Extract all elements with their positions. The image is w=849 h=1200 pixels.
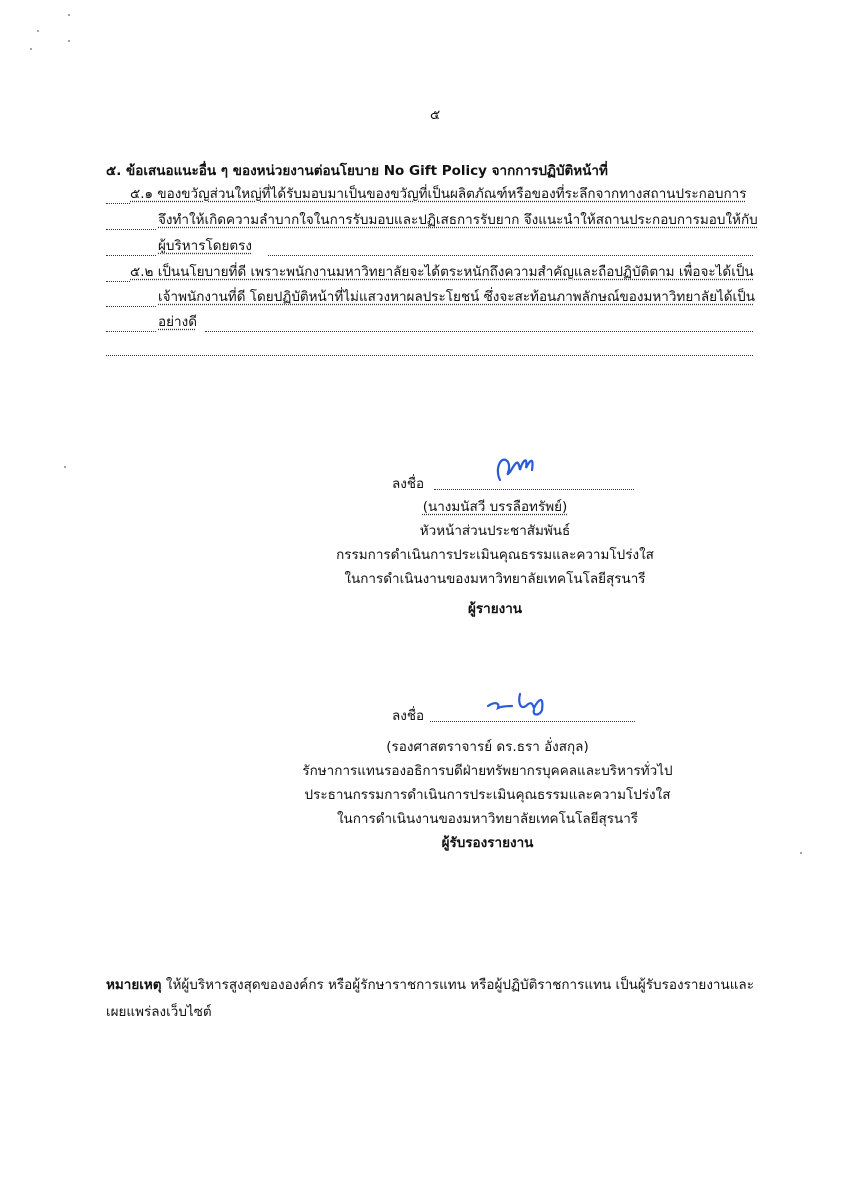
certifier-sign-label: ลงชื่อ bbox=[392, 708, 425, 724]
page-number: ๕ bbox=[430, 107, 441, 123]
certifier-position-line: ประธานกรรมการดำเนินการประเมินคุณธรรมและความโปร่งใส bbox=[304, 787, 671, 803]
certifier-position-line: รักษาการแทนรองอธิการบดีฝ่ายทรัพยากรบุคคลและบริหารทั่วไป bbox=[302, 763, 673, 779]
reporter-signature-line bbox=[434, 488, 634, 490]
reporter-block bbox=[300, 498, 690, 618]
reporter-sign-label: ลงชื่อ bbox=[392, 476, 425, 492]
dotted-fill-line bbox=[106, 254, 156, 256]
certifier-signature-mark bbox=[482, 680, 562, 720]
certifier-name: (รองศาสตราจารย์ ดร.ธรา อั่งสกุล) bbox=[386, 739, 589, 755]
reporter-position-line: หัวหน้าส่วนประชาสัมพันธ์ bbox=[419, 523, 571, 539]
dotted-fill-line bbox=[106, 354, 753, 356]
dotted-fill-line bbox=[106, 280, 130, 282]
note-label: หมายเหตุ bbox=[106, 977, 162, 993]
reporter-role: ผู้รายงาน bbox=[467, 601, 523, 617]
certifier-block bbox=[265, 738, 710, 852]
dotted-fill-line bbox=[205, 330, 753, 332]
dotted-fill-line bbox=[106, 330, 156, 332]
item-5-2-line-1: ๕.๒ เป็นนโยบายที่ดี เพราะพนักงานมหาวิทยาลัยจะได้ตระหนักถึงความสำคัญและถือปฏิบัติตาม เพื่อจะได้เป็น bbox=[130, 264, 754, 280]
reporter-name: (นางมนัสวี บรรลือทรัพย์) bbox=[422, 499, 568, 515]
certifier-position-line: ในการดำเนินงานของมหาวิทยาลัยเทคโนโลยีสุรนารี bbox=[336, 811, 639, 827]
item-5-2-line-2: เจ้าพนักงานที่ดี โดยปฏิบัติหน้าที่ไม่แสวงหาผลประโยชน์ ซึ่งจะสะท้อนภาพลักษณ์ของมหาวิทยาลัยได้เป็น bbox=[158, 289, 755, 305]
section-heading: ๕. ข้อเสนอแนะอื่น ๆ ของหน่วยงานต่อนโยบาย No Gift Policy จากการปฏิบัติหน้าที่ bbox=[106, 163, 608, 179]
dotted-fill-line bbox=[106, 202, 130, 204]
note-line-2: เผยแพร่ลงเว็บไซต์ bbox=[106, 1004, 212, 1020]
certifier-signature-line bbox=[430, 720, 635, 722]
reporter-position-line: กรรมการดำเนินการประเมินคุณธรรมและความโปร่งใส bbox=[336, 547, 654, 563]
reporter-position-line: ในการดำเนินงานของมหาวิทยาลัยเทคโนโลยีสุรนารี bbox=[344, 571, 646, 587]
item-5-2-line-3: อย่างดี bbox=[158, 314, 197, 330]
certifier-role: ผู้รับรองรายงาน bbox=[441, 835, 534, 851]
item-5-1-line-1: ๕.๑ ของขวัญส่วนใหญ่ที่ได้รับมอบมาเป็นของขวัญที่เป็นผลิตภัณฑ์หรือของที่ระลึกจากทางสถานประกอบการ bbox=[130, 186, 747, 202]
note-line-1 bbox=[106, 976, 754, 994]
item-5-1-line-3: ผู้บริหารโดยตรง bbox=[158, 238, 252, 254]
dotted-fill-line bbox=[268, 254, 753, 256]
dotted-fill-line bbox=[106, 305, 156, 307]
reporter-signature-mark bbox=[490, 448, 550, 488]
item-5-1-line-2: จึงทำให้เกิดความลำบากใจในการรับมอบและปฏิเสธการรับยาก จึงแนะนำให้สถานประกอบการมอบให้กับ bbox=[158, 212, 758, 228]
dotted-fill-line bbox=[106, 228, 156, 230]
note-text: ให้ผู้บริหารสูงสุดขององค์กร หรือผู้รักษาราชการแทน หรือผู้ปฏิบัติราชการแทน เป็นผู้รับรองรายงานและ bbox=[161, 977, 754, 993]
